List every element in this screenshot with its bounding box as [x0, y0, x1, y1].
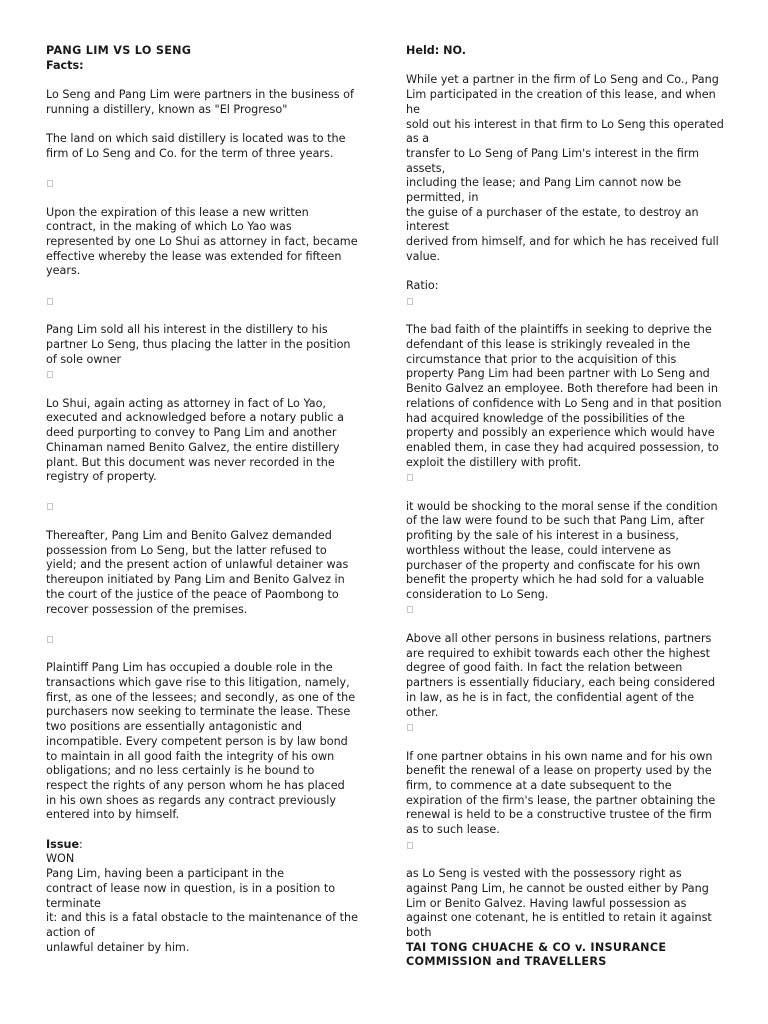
- issue-line: terminate: [46, 896, 101, 910]
- issue-line: Pang Lim, having been a participant in the: [46, 867, 284, 881]
- held-line: While yet a partner in the firm of Lo Seng and Co., Pang Lim participated in the creation of this lease, and when he: [406, 73, 719, 116]
- missing-glyph-icon: [407, 842, 413, 849]
- facts-paragraph: Lo Shui, again acting as attorney in fact of Lo Yao, executed and acknowledged before a notary public a deed purporting to convey to Pang Lim and another Chinaman named Benito Galvez, the entire distillery plant. But this document was never recorded in the registry of property.: [46, 396, 344, 484]
- ratio-paragraph: Above all other persons in business relations, partners are required to exhibit towards each other the highest degree of good faith. In fact the relation between partners is essentially fiduciary, each being considered in law, as he is in fact, the confidential agent of the other.: [406, 632, 716, 719]
- held-line: the guise of a purchaser of the estate, to destroy an interest: [406, 205, 699, 234]
- missing-glyph-icon: [407, 298, 413, 305]
- left-column: [46, 44, 358, 955]
- facts-paragraph: Lo Seng and Pang Lim were partners in the business of running a distillery, known as "El Progreso": [46, 88, 354, 116]
- held-line: derived from himself, and for which he has received full value.: [406, 235, 719, 263]
- missing-glyph-icon: [47, 371, 53, 378]
- ratio-paragraph: If one partner obtains in his own name and for his own benefit the renewal of a lease on property used by the firm, to commence at a date subsequent to the expiration of the firm's lease, the partner obtaining the renewal is held to be a constructive trustee of the firm as to such lease.: [406, 749, 716, 837]
- case-title: PANG LIM VS LO SENG: [46, 44, 192, 57]
- ratio-paragraph: as Lo Seng is vested with the possessory right as against Pang Lim, he cannot be ousted either by Pang Lim or Benito Galvez. Having lawful possession as against one cotenant, he is entitled to retain it against both: [406, 867, 712, 939]
- facts-paragraph: purchasers now seeking to terminate the lease. These two positions are essentially antagonistic and incompatible. Every competent person is by law bond to maintain in all good faith the integrity of his own obligations; and no less certainly is he bound to respect the rights of any person whom he has placed in his own shoes as regards any contract previously entered into by himself.: [46, 705, 351, 822]
- held-line: including the lease; and Pang Lim cannot now be permitted, in: [406, 176, 682, 205]
- held-label: Held: NO.: [406, 44, 467, 57]
- issue-line: WON: [46, 852, 75, 866]
- right-column: [406, 44, 724, 970]
- missing-glyph-icon: [407, 474, 413, 481]
- issue-line: it: and this is a fatal obstacle to the maintenance of the action of: [46, 911, 358, 939]
- missing-glyph-icon: [47, 180, 53, 187]
- held-line: transfer to Lo Seng of Pang Lim's interest in the firm assets,: [406, 146, 700, 175]
- next-case-title: TAI TONG CHUACHE & CO v. INSURANCE COMMISSION and TRAVELLERS: [406, 940, 667, 969]
- facts-label: Facts:: [46, 58, 84, 72]
- ratio-paragraph: The bad faith of the plaintiffs in seeking to deprive the defendant of this lease is strikingly revealed in the circumstance that prior to the acquisition of this property Pang Lim had been partner with Lo Seng and Benito Galvez an employee. Both therefore had been in relations of confidence with Lo Seng and in that position had acquired knowledge of the possibilities of the property and possibly an experience which would have enabled them, in case they had acquired possession, to exploit the distillery with profit.: [406, 323, 722, 469]
- facts-paragraph: Upon the expiration of this lease a new written contract, in the making of which Lo Yao was represented by one Lo Shui as attorney in fact, became effective whereby the lease was extended for fifteen years.: [46, 205, 358, 278]
- missing-glyph-icon: [407, 606, 413, 613]
- facts-paragraph: Thereafter, Pang Lim and Benito Galvez demanded possession from Lo Seng, but the latter refused to yield; and the present action of unlawful detainer was thereupon initiated by Pang Lim and Benito Galvez in the court of the justice of the peace of Paombong to recover possession of the premises.: [46, 529, 349, 616]
- facts-paragraph: Pang Lim sold all his interest in the distillery to his partner Lo Seng, thus placing the latter in the position of sole owner: [46, 323, 351, 366]
- issue-colon: :: [79, 837, 83, 851]
- ratio-label: Ratio:: [406, 279, 439, 293]
- facts-paragraph: The land on which said distillery is located was to the firm of Lo Seng and Co. for the term of three years.: [46, 132, 346, 160]
- missing-glyph-icon: [47, 636, 53, 643]
- issue-label: Issue: [46, 837, 80, 851]
- facts-paragraph: Plaintiff Pang Lim has occupied a double role in the transactions which gave rise to this litigation, namely, first, as one of the lessees; and secondly, as one of the: [46, 661, 356, 704]
- missing-glyph-icon: [47, 503, 53, 510]
- issue-line: contract of lease now in question, is in a position to: [46, 881, 336, 895]
- held-line: sold out his interest in that firm to Lo Seng this operated as a: [406, 117, 724, 146]
- missing-glyph-icon: [407, 724, 413, 731]
- issue-line: unlawful detainer by him.: [46, 940, 190, 954]
- issue-label-line: [46, 838, 358, 853]
- missing-glyph-icon: [47, 298, 53, 305]
- ratio-paragraph: it would be shocking to the moral sense if the condition of the law were found to be such that Pang Lim, after profiting by the sale of his interest in a business, worthless without the lease, could intervene as purchaser of the property and confiscate for his own benefit the property which he had sold for a valuable consideration to Lo Seng.: [406, 499, 718, 601]
